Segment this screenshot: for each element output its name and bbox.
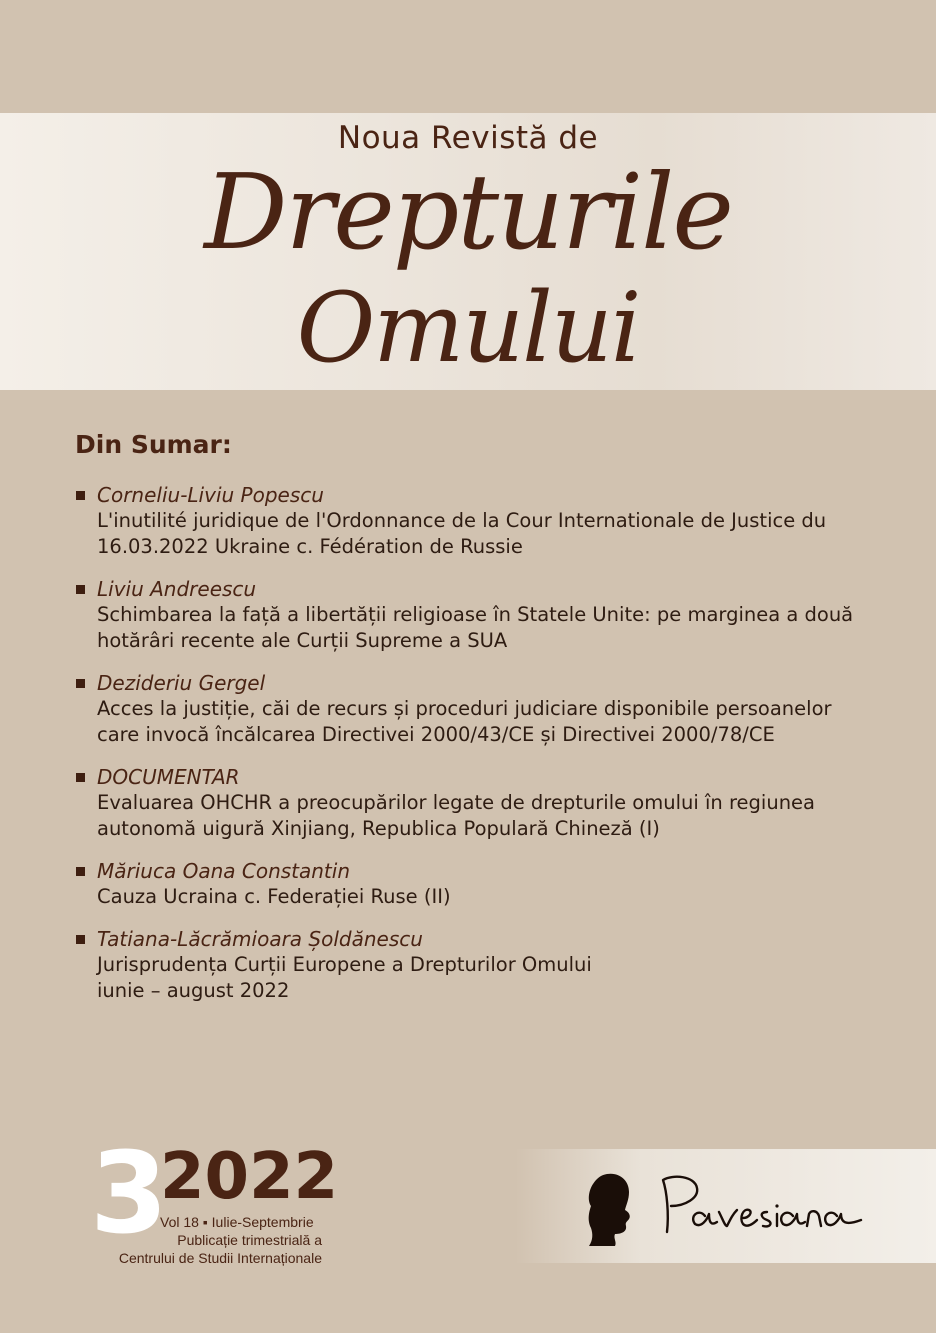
- article-title-line: care invocă încălcarea Directivei 2000/43/CE și Directivei 2000/78/CE: [97, 723, 775, 746]
- list-item: [75, 670, 895, 748]
- issue-number: 3: [90, 1129, 168, 1259]
- article-author: DOCUMENTAR: [97, 765, 240, 789]
- table-of-contents: [75, 482, 895, 1020]
- list-item: [75, 858, 895, 910]
- article-title-line: autonomă uigură Xinjiang, Republica Populară Chineză (I): [97, 817, 660, 840]
- square-bullet-icon: [76, 935, 85, 944]
- volume-line: Vol 18 ▪ Iulie-Septembrie: [160, 1214, 314, 1230]
- square-bullet-icon: [76, 585, 85, 594]
- article-author: Dezideriu Gergel: [97, 671, 266, 695]
- publication-line: Centrului de Studii Internaționale: [118, 1250, 322, 1266]
- list-item: [75, 926, 895, 1004]
- article-title-line: iunie – august 2022: [97, 979, 290, 1002]
- publisher-logo: [655, 1172, 875, 1238]
- article-title-line: hotărâri recente ale Curții Supreme a SUA: [97, 629, 508, 652]
- article-title-line: Cauza Ucraina c. Federației Ruse (II): [97, 885, 451, 908]
- masthead-subtitle: Noua Revistă de: [337, 120, 599, 156]
- list-item: [75, 482, 895, 560]
- article-author: Măriuca Oana Constantin: [97, 859, 351, 883]
- square-bullet-icon: [76, 773, 85, 782]
- article-title-line: L'inutilité juridique de l'Ordonnance de la Cour Internationale de Justice du: [97, 509, 827, 532]
- list-item: [75, 764, 895, 842]
- article-title-line: 16.03.2022 Ukraine c. Fédération de Russie: [97, 535, 523, 558]
- masthead-title-line1: Drepturile: [204, 151, 732, 273]
- publication-line: Publicație trimestrială a: [177, 1232, 322, 1248]
- masthead-title-line2: Omului: [296, 272, 640, 384]
- square-bullet-icon: [76, 491, 85, 500]
- article-title-line: Acces la justiție, căi de recurs și proceduri judiciare disponibile persoanelor: [97, 697, 832, 720]
- issue-year: 2022: [160, 1140, 339, 1214]
- summary-heading: Din Sumar:: [75, 430, 232, 459]
- article-author: Liviu Andreescu: [97, 577, 257, 601]
- list-item: [75, 576, 895, 654]
- article-title-line: Evaluarea OHCHR a preocupărilor legate de drepturile omului în regiunea: [97, 791, 816, 814]
- article-author: Tatiana-Lăcrămioara Șoldănescu: [97, 927, 423, 951]
- article-title-line: Jurisprudența Curții Europene a Drepturilor Omului: [97, 953, 592, 976]
- article-title-line: Schimbarea la față a libertății religioase în Statele Unite: pe marginea a două: [97, 603, 854, 626]
- profile-silhouette-icon: [585, 1172, 635, 1246]
- square-bullet-icon: [76, 679, 85, 688]
- square-bullet-icon: [76, 867, 85, 876]
- article-author: Corneliu-Liviu Popescu: [97, 483, 324, 507]
